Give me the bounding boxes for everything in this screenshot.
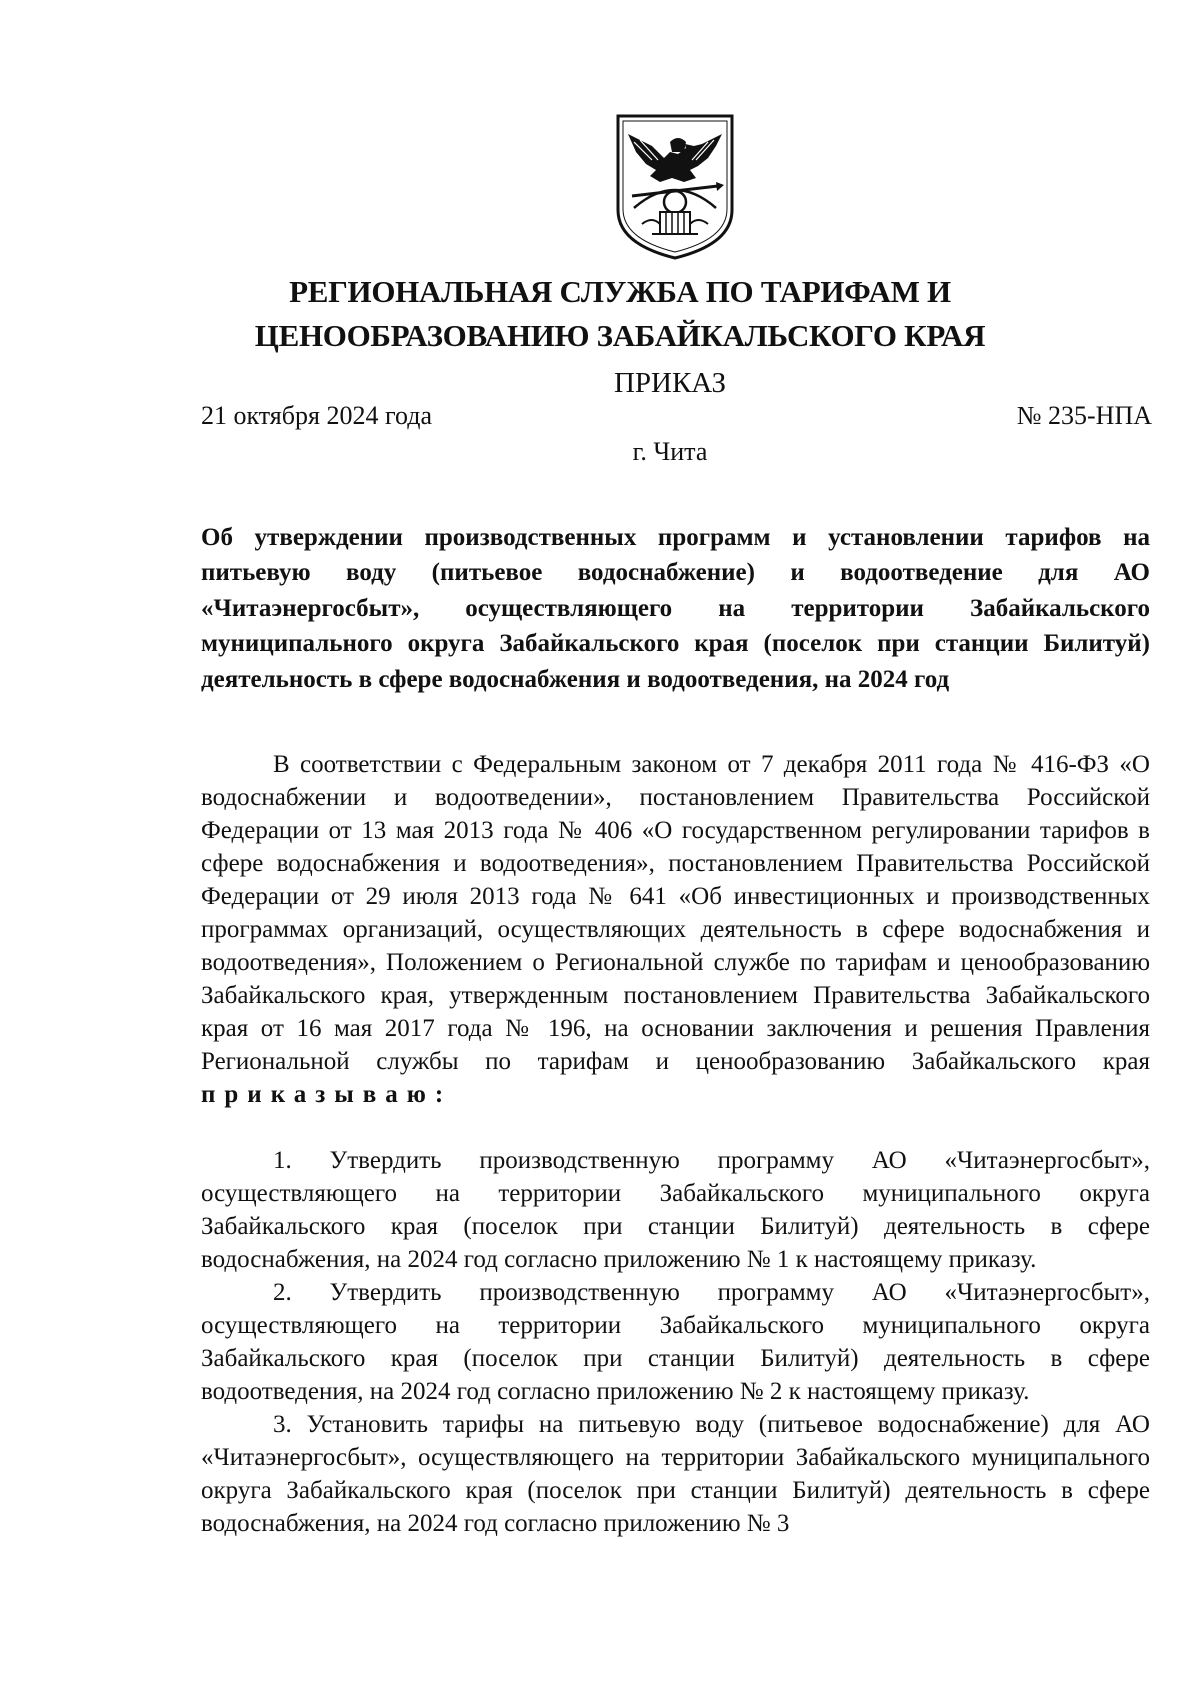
order-date: 21 октября 2024 года (201, 401, 432, 430)
document-type: ПРИКАЗ (613, 367, 727, 399)
preamble-text: В соответствии с Федеральным законом от 7 декабря 2011 года № 416-ФЗ «О водоснабжении и водоотведении», постановлением Правительства Российской Федерации от 13 мая 2013 года № 406 «О государственном регулировании тарифов в сфере водоснабжения и водоотведения», постановлением Правительства Российской Федерации от 29 июля 2013 года № 641 «Об инвестиционных и производственных программах организаций, осуществляющих деятельность в сфере водоснабжения и водоотведения», Положением о Региональной службе по тарифам и ценообразованию Забайкальского края, утвержденным постановлением Правительства Забайкальского края от 16 мая 2017 года № 196, на основании заключения и решения Правления Региональной службы по тарифам и ценообразованию Забайкальского края (201, 751, 1150, 1075)
order-city: г. Чита (632, 437, 708, 466)
order-item-3: 3. Установить тарифы на питьевую воду (питьевое водоснабжение) для АО «Читаэнергосбыт», осуществляющего на территории Забайкальского муниципального округа Забайкальского края (поселок при станции Билитуй) деятельность в сфере водоснабжения, на 2024 год согласно приложению № 3 (201, 1411, 1150, 1537)
organization-title-line-1: РЕГИОНАЛЬНАЯ СЛУЖБА ПО ТАРИФАМ И (289, 274, 951, 309)
order-subject: Об утверждении производственных программ и установлении тарифов на питьевую воду (питьевое водоснабжение) и водоотведение для АО «Читаэнергосбыт», осуществляющего на территории Забайкальского муниципального округа Забайкальского края (поселок при станции Билитуй) деятельность в сфере водоснабжения и водоотведения, на 2024 год (201, 524, 1150, 693)
organization-title-line-2: ЦЕНООБРАЗОВАНИЮ ЗАБАЙКАЛЬСКОГО КРАЯ (254, 318, 986, 353)
order-item-1: 1. Утвердить производственную программу АО «Читаэнергосбыт», осуществляющего на территории Забайкальского муниципального округа Забайкальского края (поселок при станции Билитуй) деятельность в сфере водоснабжения, на 2024 год согласно приложению № 1 к настоящему приказу. (201, 1147, 1150, 1273)
order-word-prikazyvayu: приказываю (201, 1081, 435, 1108)
order-word-colon: : (434, 1081, 444, 1108)
order-number: № 235-НПА (1016, 401, 1152, 430)
organization-title (170, 270, 1070, 358)
order-item-2: 2. Утвердить производственную программу АО «Читаэнергосбыт», осуществляющего на территории Забайкальского муниципального округа Забайкальского края (поселок при станции Билитуй) деятельность в сфере водоотведения, на 2024 год согласно приложению № 2 к настоящему приказу. (201, 1279, 1150, 1405)
order-body (201, 748, 1150, 1540)
zabaykalsky-krai-coat-of-arms-icon (612, 112, 738, 262)
preamble-paragraph (201, 748, 1150, 1111)
paragraph-spacer (201, 1111, 1150, 1144)
